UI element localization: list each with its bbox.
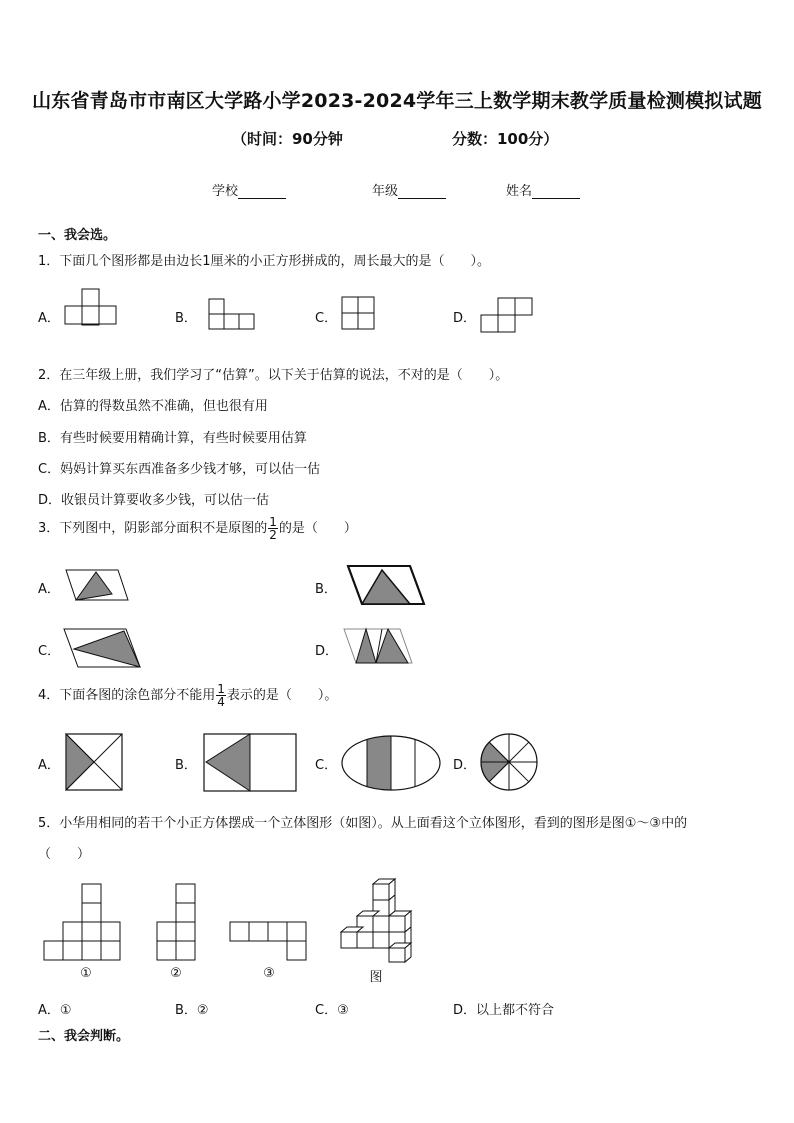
school-label: 学校: [212, 184, 239, 199]
q5-figure-3: [229, 921, 309, 963]
q4-fraction: [216, 683, 226, 708]
q1-figure-c: [341, 296, 377, 331]
q3-frac-num: 1: [269, 515, 277, 529]
q3-fraction: [268, 516, 278, 541]
q5-option-a: A．①: [38, 1003, 72, 1018]
q2-option-c: C．妈妈计算买东西准备多少钱才够，可以估一估: [38, 462, 321, 477]
q4-option-a: A．: [38, 758, 60, 773]
q3-figure-a: [64, 568, 130, 604]
q1-option-b: B．: [175, 311, 197, 326]
q5-figure-1: [43, 883, 125, 963]
school-blank: [238, 184, 286, 199]
q1-option-d: D．: [453, 311, 477, 326]
q3-option-a: A．: [38, 582, 60, 597]
q3-option-b: B．: [315, 582, 337, 597]
q2-option-b: B．有些时候要用精确计算，有些时候要用估算: [38, 431, 307, 446]
grade-field: [372, 180, 446, 199]
question-5-text-line2: （ ）: [38, 847, 91, 862]
q2-option-d: D．收银员计算要收多少钱，可以估一估: [38, 493, 270, 508]
name-label: 姓名: [506, 184, 533, 199]
question-3-text: [38, 516, 357, 541]
q5-figure-2: [156, 883, 198, 963]
exam-time: （时间：90分钟: [232, 130, 343, 148]
question-1-text: 1．下面几个图形都是由边长1厘米的小正方形拼成的，周长最大的是（ ）。: [38, 254, 491, 269]
question-5-text-line1: 5．小华用相同的若干个小正方体摆成一个立体图形（如图）。从上面看这个立体图形，看到的图形是图①～③中的: [38, 816, 688, 831]
q4-text-after: 表示的是（ ）。: [226, 688, 338, 703]
q5-option-d: D．以上都不符合: [453, 1003, 555, 1018]
q3-text-after: 的是（ ）: [278, 521, 357, 536]
q4-option-b: B．: [175, 758, 197, 773]
q3-text-before: 3．下列图中，阴影部分面积不是原图的: [38, 521, 268, 536]
name-blank: [532, 184, 580, 199]
q5-figure-1-label: ①: [80, 966, 92, 981]
q3-frac-den: 2: [269, 528, 277, 542]
q4-option-d: D．: [453, 758, 477, 773]
q5-3d-figure-label: 图: [369, 970, 383, 985]
q3-option-c: C．: [38, 644, 61, 659]
q1-figure-d: [480, 297, 534, 333]
section-1-heading: 一、我会选。: [38, 228, 117, 243]
section-2-heading: 二、我会判断。: [38, 1029, 130, 1044]
q4-figure-a: [65, 733, 125, 791]
page-title: 山东省青岛市市南区大学路小学2023-2024学年三上数学期末教学质量检测模拟试题: [32, 90, 762, 112]
exam-score: 分数：100分）: [452, 130, 559, 148]
q5-option-c: C．③: [315, 1003, 349, 1018]
q4-figure-c: [341, 734, 443, 792]
q3-figure-b: [346, 564, 426, 606]
q4-figure-b: [203, 733, 298, 793]
grade-blank: [398, 184, 446, 199]
q5-figure-3-label: ③: [263, 966, 275, 981]
q1-figure-b: [208, 298, 256, 331]
question-4-text: [38, 683, 337, 708]
grade-label: 年级: [372, 184, 399, 199]
q3-figure-c: [62, 627, 142, 669]
q4-frac-den: 4: [217, 695, 225, 709]
q4-figure-d: [479, 732, 541, 794]
q1-figure-a: [64, 288, 118, 326]
q4-text-before: 4．下面各图的涂色部分不能用: [38, 688, 216, 703]
name-field: [506, 180, 580, 199]
q5-figure-2-label: ②: [170, 966, 182, 981]
question-2-text: 2．在三年级上册，我们学习了“估算”。以下关于估算的说法，不对的是（ ）。: [38, 368, 509, 383]
q5-3d-figure: [337, 878, 419, 964]
q1-figure-a-bottom: [82, 324, 100, 325]
q2-option-a: A．估算的得数虽然不准确，但也很有用: [38, 399, 268, 414]
q4-option-c: C．: [315, 758, 338, 773]
school-field: [212, 180, 286, 199]
q3-figure-d: [342, 627, 414, 665]
q3-option-d: D．: [315, 644, 339, 659]
q4-frac-num: 1: [217, 682, 225, 696]
q1-option-a: A．: [38, 311, 60, 326]
q5-option-b: B．②: [175, 1003, 209, 1018]
q1-option-c: C．: [315, 311, 338, 326]
